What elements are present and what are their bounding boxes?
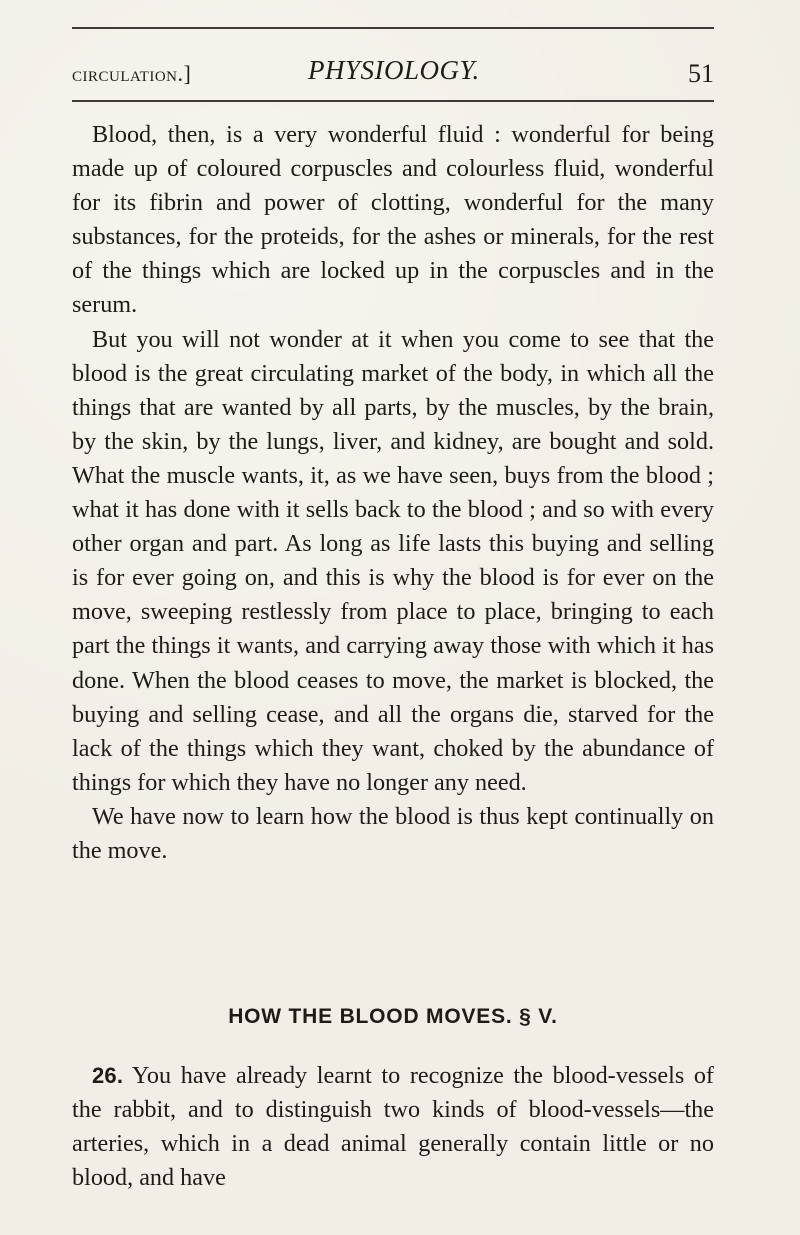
paragraph-number: 26. — [92, 1063, 124, 1088]
header-underline — [72, 100, 714, 102]
paragraph-3: We have now to learn how the blood is thus kept continually on the move. — [72, 802, 714, 864]
page-number: 51 — [688, 59, 714, 88]
body-text — [72, 118, 714, 868]
top-rule — [72, 27, 714, 29]
chapter-label: circulation.] — [72, 61, 192, 86]
paragraph-26-text: You have already learnt to recognize the blood-vessels of the rabbit, and to distinguish two kinds of blood-vessels—the arteries, which in a dead animal generally contain little or no blood, and have — [72, 1062, 714, 1192]
running-header — [72, 55, 714, 88]
paragraph-1: Blood, then, is a very wonderful fluid : wonderful for being made up of coloured corpuscles and colourless fluid, wonderful for its fibrin and power of clotting, wonderful for the many substances, for the proteids, for the ashes or minerals, for the rest of the things which are locked up in the corpuscles and in the serum. — [72, 121, 714, 319]
section-body — [72, 1059, 714, 1195]
paragraph-26 — [72, 1059, 714, 1195]
book-title: PHYSIOLOGY. — [308, 55, 480, 85]
section-heading: HOW THE BLOOD MOVES. § V. — [228, 1005, 558, 1028]
paragraph-2: But you will not wonder at it when you come to see that the blood is the great circulating market of the body, in which all the things that are wanted by all parts, by the muscles, by the brain, by the skin, by the lungs, liver, and kidney, are bought and sold. What the muscle wants, it, as we have seen, buys from the blood ; what it has done with it sells back to the blood ; and so with every other organ and part. As long as life lasts this buying and selling is for ever going on, and this is why the blood is for ever on the move, sweeping restlessly from place to place, bringing to each part the things it wants, and carrying away those with which it has done. When the blood ceases to move, the market is blocked, the buying and selling cease, and all the organs die, starved for the lack of the things which they want, choked by the abundance of things for which they have no longer any need. — [72, 325, 714, 796]
